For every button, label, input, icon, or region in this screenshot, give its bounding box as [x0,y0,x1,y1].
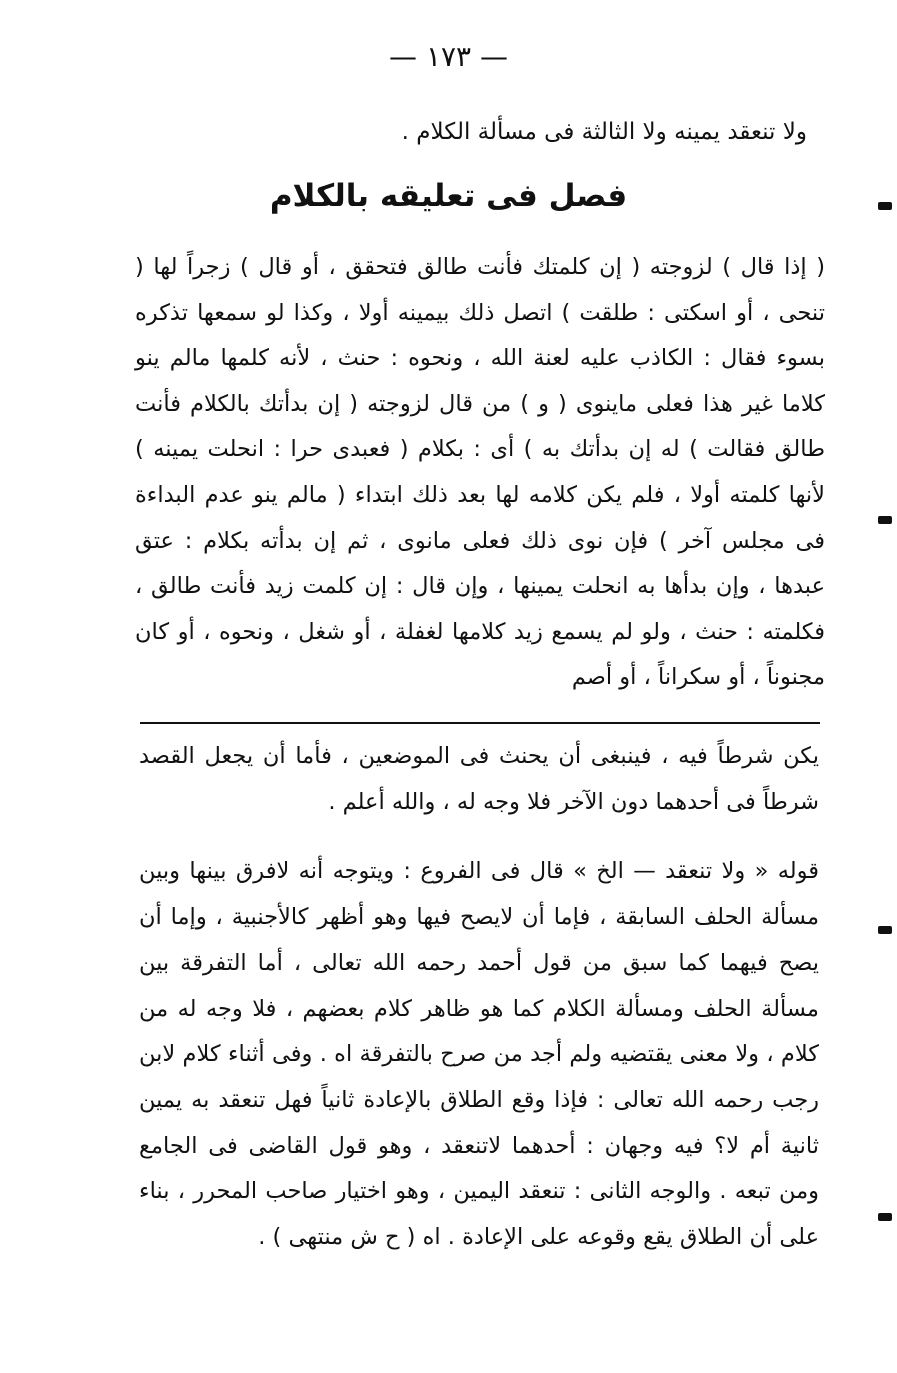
page-number: — ١٧٣ — [389,40,508,73]
footnote-one: يكن شرطاً فيه ، فينبغى أن يحنث فى الموضعين ، فأما أن يجعل القصد شرطاً فى أحدهما دون الآخر فلا وجه له ، والله أعلم . [139,743,819,815]
footnotes-block [139,734,819,1261]
footnote-two: قوله « ولا تنعقد — الخ » قال فى الفروع : ويتوجه أنه لافرق بينها وبين مسألة الحلف السابقة ، فإما أن لايصح فيها وهو أظهر كالأجنبية ، وإما أن يصح فيهما كما سبق من قول أحمد رحمه الله تعالى ، أما التفرقة بين مسألة الحلف ومسألة الكلام كما هو ظاهر كلام بعضهم ، فلا وجه له من كلام ، ولا معنى يقتضيه ولم أجد من صرح بالتفرقة اه . وفى أثناء كلام لابن رجب رحمه الله تعالى : فإذا وقع الطلاق بالإعادة ثانياً فهل تنعقد به يمين ثانية أم لا؟ فيه وجهان : أحدهما لاتنعقد ، وهو قول القاضى فى الجامع ومن تبعه . والوجه الثانى : تنعقد اليمين ، وهو اختيار صاحب المحرر ، بناء على أن الطلاق يقع وقوعه على الإعادة . اه ( ح ش منتهى ) . [139,858,819,1251]
section-heading: فصل فى تعليقه بالكلام [269,178,628,214]
footnote-divider [140,722,820,724]
margin-mark [878,202,892,210]
main-text-block [135,245,825,701]
intro-line: ولا تنعقد يمينه ولا الثالثة فى مسألة الكلام . [401,119,807,145]
main-paragraph: ( إذا قال ) لزوجته ( إن كلمتك فأنت طالق فتحقق ، أو قال ) زجراً لها ( تنحى ، أو اسكتى : طلقت ) اتصل ذلك بيمينه أولا ، وكذا لو سمعها تذكره بسوء فقال : الكاذب عليه لعنة الله ، ونحوه : حنث ، لأنه كلمها مالم ينو كلاما غير هذا فعلى ماينوى ( و ) من قال لزوجته ( إن بدأتك بالكلام فأنت طالق فقالت ) له إن بدأتك به ) أى : بكلام ( فعبدى حرا : انحلت يمينه ) لأنها كلمته أولا ، فلم يكن كلامه لها بعد ذلك ابتداء ( مالم ينو عدم البداءة فى مجلس آخر ) فإن نوى ذلك فعلى مانوى ، ثم إن بدأته بكلام : عتق عبدها ، وإن بدأها به انحلت يمينها ، وإن قال : إن كلمت زيد فأنت طالق ، فكلمته : حنث ، ولو لم يسمع زيد كلامها لغفلة ، أو شغل ، ونحوه ، أو كان مجنوناً ، أو سكراناً ، أو أصم [135,254,825,691]
margin-mark [878,1213,892,1221]
margin-mark [878,516,892,524]
margin-mark [878,926,892,934]
